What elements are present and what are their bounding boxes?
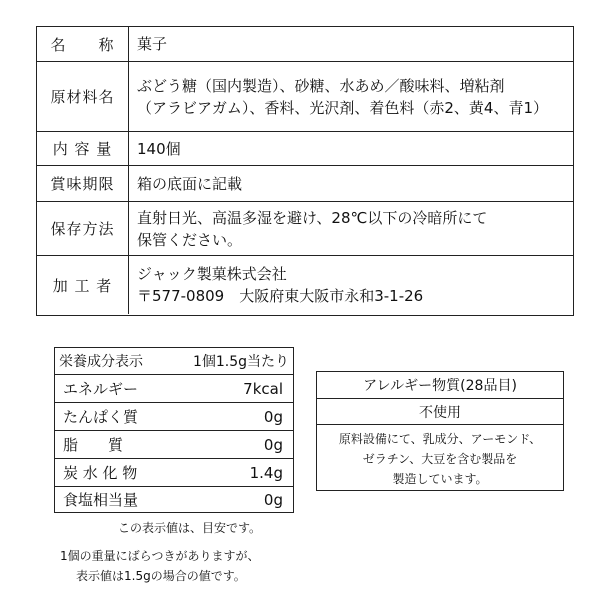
label-ingredients: 原材料名 xyxy=(37,62,129,131)
nutrient-name: たんぱく質 xyxy=(63,408,139,426)
value-storage-line2: 保管ください。 xyxy=(137,230,243,249)
nutrition-table xyxy=(54,347,294,513)
value-content: 140個 xyxy=(137,139,181,158)
nutrition-note: この表示値は、目安です。 xyxy=(118,521,262,535)
footnote-line2: 表示値は1.5gの場合の値です。 xyxy=(76,569,246,583)
nutrient-value: 0g xyxy=(263,407,283,426)
nutrient-name: 食塩相当量 xyxy=(63,491,139,509)
label-storage: 保存方法 xyxy=(37,202,129,255)
nutrient-value: 7kcal xyxy=(243,379,283,398)
nutrient-name: 脂 質 xyxy=(63,436,124,454)
label-content: 内 容 量 xyxy=(37,132,129,165)
allergy-note-line1: 原料設備にて、乳成分、アーモンド、 xyxy=(338,432,542,446)
nutrition-header xyxy=(55,348,293,374)
row-expiry xyxy=(37,165,573,201)
row-manufacturer xyxy=(37,255,573,314)
value-name: 菓子 xyxy=(137,35,168,53)
value-ingredients-line1: ぶどう糖（国内製造）、砂糖、水あめ／酸味料、増粘剤 xyxy=(137,76,505,95)
label-name: 名 称 xyxy=(37,27,129,61)
allergy-note-line3: 製造しています。 xyxy=(392,472,488,486)
nutrient-name: エネルギー xyxy=(63,380,139,398)
value-manufacturer-line2: 〒577-0809 大阪府東大阪市永和3-1-26 xyxy=(137,287,424,305)
row-ingredients xyxy=(37,61,573,131)
row-name xyxy=(37,27,573,61)
allergy-status: 不使用 xyxy=(317,398,563,424)
label-expiry: 賞味期限 xyxy=(37,166,129,201)
value-ingredients-line2: （アラビアガム）、香料、光沢剤、着色料（赤2、黄4、青1） xyxy=(137,98,548,117)
label-manufacturer: 加 工 者 xyxy=(37,256,129,314)
nutrition-title: 栄養成分表示 xyxy=(59,354,143,370)
nutrition-basis: 1個1.5g当たり xyxy=(192,354,289,370)
value-storage-line1: 直射日光、高温多湿を避け、28℃以下の冷暗所にて xyxy=(137,208,488,227)
product-label-table xyxy=(36,26,574,316)
allergy-title: アレルギー物質(28品目) xyxy=(363,378,517,394)
allergy-note-line2: ゼラチン、大豆を含む製品を xyxy=(362,452,518,466)
value-expiry: 箱の底面に記載 xyxy=(137,174,243,193)
nutrient-value: 1.4g xyxy=(249,463,283,482)
nutrition-row xyxy=(55,486,293,512)
nutrient-value: 0g xyxy=(263,490,283,509)
nutrient-value: 0g xyxy=(263,435,283,454)
allergy-box xyxy=(316,371,564,491)
row-storage xyxy=(37,201,573,255)
row-content xyxy=(37,131,573,165)
nutrition-row xyxy=(55,430,293,458)
allergy-note xyxy=(317,424,563,490)
nutrition-row xyxy=(55,374,293,402)
footnote-line1: 1個の重量にばらつきがありますが、 xyxy=(60,549,260,563)
value-manufacturer-line1: ジャック製菓株式会社 xyxy=(137,265,287,283)
nutrition-row xyxy=(55,402,293,430)
nutrition-row xyxy=(55,458,293,486)
nutrient-name: 炭 水 化 物 xyxy=(63,464,138,482)
